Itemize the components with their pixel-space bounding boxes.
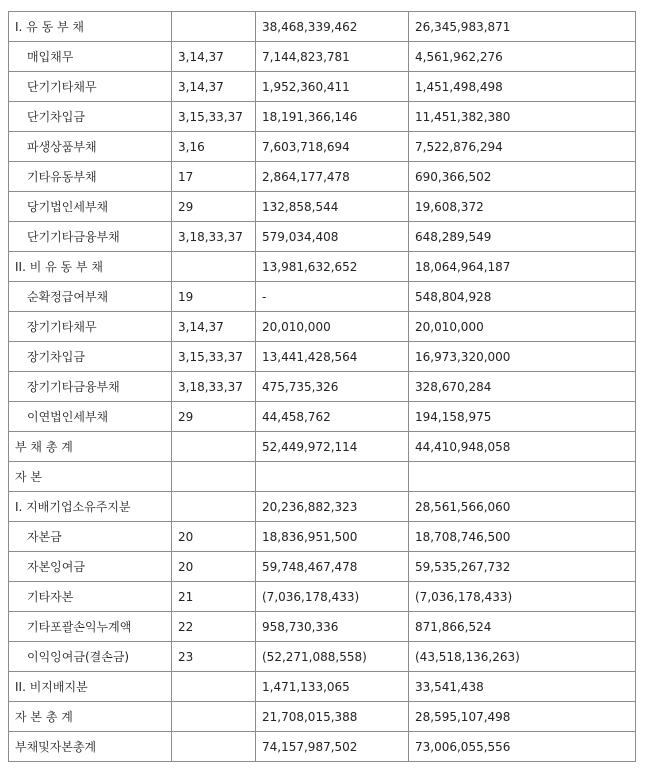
row-current-amount: 21,708,015,388 xyxy=(256,702,409,732)
row-note: 21 xyxy=(172,582,256,612)
row-note xyxy=(172,12,256,42)
row-note: 3,18,33,37 xyxy=(172,372,256,402)
row-current-amount: 74,157,987,502 xyxy=(256,732,409,762)
table-row xyxy=(9,462,636,492)
row-note: 3,15,33,37 xyxy=(172,102,256,132)
row-prior-amount: 18,708,746,500 xyxy=(409,522,636,552)
table-row xyxy=(9,612,636,642)
row-item-label: 단기기타채무 xyxy=(9,72,172,102)
table-row xyxy=(9,132,636,162)
table-row xyxy=(9,72,636,102)
table-row xyxy=(9,252,636,282)
row-item-label: I. 지배기업소유주지분 xyxy=(9,492,172,522)
row-prior-amount: 7,522,876,294 xyxy=(409,132,636,162)
table-row xyxy=(9,102,636,132)
row-note: 3,14,37 xyxy=(172,312,256,342)
table-row xyxy=(9,432,636,462)
row-note xyxy=(172,732,256,762)
table-row xyxy=(9,372,636,402)
row-item-label: 파생상품부채 xyxy=(9,132,172,162)
row-prior-amount: 871,866,524 xyxy=(409,612,636,642)
table-row xyxy=(9,732,636,762)
row-item-label: 당기법인세부채 xyxy=(9,192,172,222)
row-item-label: 장기기타채무 xyxy=(9,312,172,342)
row-note: 3,15,33,37 xyxy=(172,342,256,372)
table-row xyxy=(9,402,636,432)
table-row xyxy=(9,192,636,222)
table-row xyxy=(9,342,636,372)
row-note: 29 xyxy=(172,192,256,222)
row-current-amount: (52,271,088,558) xyxy=(256,642,409,672)
row-current-amount: 13,981,632,652 xyxy=(256,252,409,282)
row-note xyxy=(172,462,256,492)
row-current-amount: 18,191,366,146 xyxy=(256,102,409,132)
row-prior-amount: 548,804,928 xyxy=(409,282,636,312)
row-item-label: 이연법인세부채 xyxy=(9,402,172,432)
row-item-label: 단기차입금 xyxy=(9,102,172,132)
table-row xyxy=(9,222,636,252)
row-current-amount: 13,441,428,564 xyxy=(256,342,409,372)
row-current-amount: 475,735,326 xyxy=(256,372,409,402)
row-prior-amount: 19,608,372 xyxy=(409,192,636,222)
row-item-label: I. 유 동 부 채 xyxy=(9,12,172,42)
row-item-label: 순확정급여부채 xyxy=(9,282,172,312)
row-note: 20 xyxy=(172,522,256,552)
row-prior-amount: 690,366,502 xyxy=(409,162,636,192)
row-note: 22 xyxy=(172,612,256,642)
row-prior-amount: 73,006,055,556 xyxy=(409,732,636,762)
row-item-label: 자본잉여금 xyxy=(9,552,172,582)
table-row xyxy=(9,12,636,42)
row-note xyxy=(172,492,256,522)
row-current-amount: 20,010,000 xyxy=(256,312,409,342)
row-note: 19 xyxy=(172,282,256,312)
row-current-amount: (7,036,178,433) xyxy=(256,582,409,612)
row-item-label: 매입채무 xyxy=(9,42,172,72)
row-prior-amount: (43,518,136,263) xyxy=(409,642,636,672)
table-row xyxy=(9,492,636,522)
row-item-label: 자 본 총 계 xyxy=(9,702,172,732)
row-item-label: 이익잉여금(결손금) xyxy=(9,642,172,672)
table-row xyxy=(9,552,636,582)
row-prior-amount: 28,595,107,498 xyxy=(409,702,636,732)
table-row xyxy=(9,522,636,552)
row-note: 3,14,37 xyxy=(172,72,256,102)
row-current-amount: 2,864,177,478 xyxy=(256,162,409,192)
table-row xyxy=(9,702,636,732)
row-item-label: II. 비 유 동 부 채 xyxy=(9,252,172,282)
row-item-label: 기타포괄손익누계액 xyxy=(9,612,172,642)
row-prior-amount: 33,541,438 xyxy=(409,672,636,702)
row-prior-amount: 26,345,983,871 xyxy=(409,12,636,42)
row-current-amount: 132,858,544 xyxy=(256,192,409,222)
row-current-amount: 52,449,972,114 xyxy=(256,432,409,462)
table-row xyxy=(9,582,636,612)
row-prior-amount: 16,973,320,000 xyxy=(409,342,636,372)
row-current-amount: 59,748,467,478 xyxy=(256,552,409,582)
row-prior-amount: 11,451,382,380 xyxy=(409,102,636,132)
table-row xyxy=(9,282,636,312)
row-current-amount: 18,836,951,500 xyxy=(256,522,409,552)
row-item-label: 자본금 xyxy=(9,522,172,552)
row-current-amount: 7,603,718,694 xyxy=(256,132,409,162)
row-current-amount: 579,034,408 xyxy=(256,222,409,252)
row-prior-amount: 20,010,000 xyxy=(409,312,636,342)
row-note: 3,16 xyxy=(172,132,256,162)
row-item-label: 자 본 xyxy=(9,462,172,492)
row-prior-amount xyxy=(409,462,636,492)
row-item-label: 기타자본 xyxy=(9,582,172,612)
row-current-amount: 958,730,336 xyxy=(256,612,409,642)
balance-sheet-table xyxy=(8,11,636,762)
row-current-amount xyxy=(256,462,409,492)
table-row xyxy=(9,42,636,72)
row-prior-amount: 1,451,498,498 xyxy=(409,72,636,102)
row-prior-amount: (7,036,178,433) xyxy=(409,582,636,612)
table-row xyxy=(9,162,636,192)
row-current-amount: - xyxy=(256,282,409,312)
row-item-label: 부채및자본총계 xyxy=(9,732,172,762)
table-row xyxy=(9,672,636,702)
row-item-label: 장기차입금 xyxy=(9,342,172,372)
row-prior-amount: 28,561,566,060 xyxy=(409,492,636,522)
row-prior-amount: 18,064,964,187 xyxy=(409,252,636,282)
row-current-amount: 7,144,823,781 xyxy=(256,42,409,72)
row-note: 29 xyxy=(172,402,256,432)
balance-sheet-body xyxy=(9,12,636,762)
row-current-amount: 38,468,339,462 xyxy=(256,12,409,42)
row-current-amount: 44,458,762 xyxy=(256,402,409,432)
row-note: 3,14,37 xyxy=(172,42,256,72)
row-current-amount: 1,471,133,065 xyxy=(256,672,409,702)
row-item-label: 기타유동부채 xyxy=(9,162,172,192)
row-item-label: II. 비지배지분 xyxy=(9,672,172,702)
row-prior-amount: 194,158,975 xyxy=(409,402,636,432)
row-prior-amount: 59,535,267,732 xyxy=(409,552,636,582)
row-item-label: 단기기타금융부채 xyxy=(9,222,172,252)
table-row xyxy=(9,642,636,672)
row-current-amount: 20,236,882,323 xyxy=(256,492,409,522)
row-note: 17 xyxy=(172,162,256,192)
row-prior-amount: 648,289,549 xyxy=(409,222,636,252)
row-prior-amount: 328,670,284 xyxy=(409,372,636,402)
row-current-amount: 1,952,360,411 xyxy=(256,72,409,102)
row-item-label: 장기기타금융부채 xyxy=(9,372,172,402)
row-prior-amount: 4,561,962,276 xyxy=(409,42,636,72)
row-note xyxy=(172,702,256,732)
row-note: 23 xyxy=(172,642,256,672)
row-note: 20 xyxy=(172,552,256,582)
row-item-label: 부 채 총 계 xyxy=(9,432,172,462)
row-note xyxy=(172,672,256,702)
row-prior-amount: 44,410,948,058 xyxy=(409,432,636,462)
row-note xyxy=(172,432,256,462)
row-note: 3,18,33,37 xyxy=(172,222,256,252)
table-row xyxy=(9,312,636,342)
row-note xyxy=(172,252,256,282)
